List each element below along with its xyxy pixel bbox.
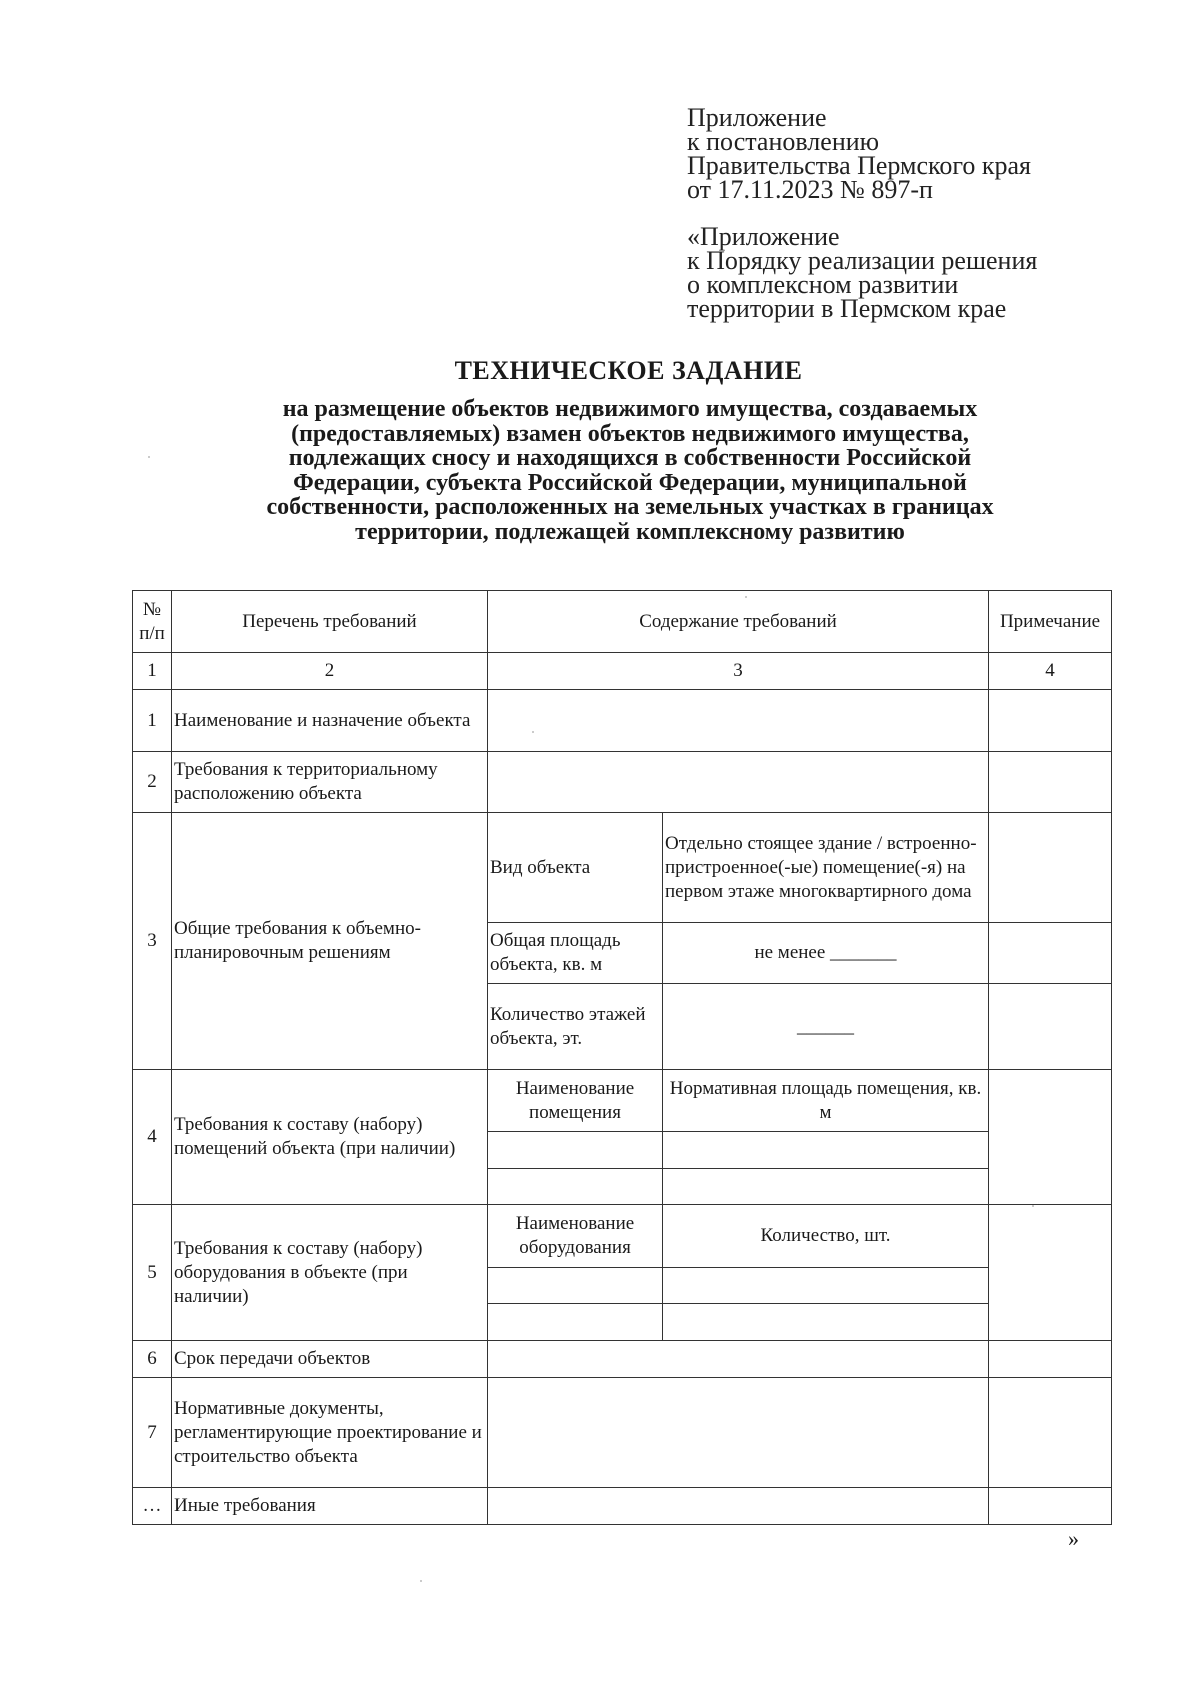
sub-name: Общая площадь объекта, кв. м [488,923,663,984]
subtitle-line: территории, подлежащей комплексному развитию [355,518,905,545]
scan-speck [532,731,534,733]
row-num: 6 [133,1341,172,1378]
scan-speck [420,1580,422,1582]
sub-name: Количество этажей объекта, эт. [488,984,663,1070]
content-cell [488,690,989,752]
empty-cell [663,1169,989,1205]
empty-cell [488,1268,663,1304]
row-num: 5 [133,1205,172,1341]
content-cell [488,1341,989,1378]
row-num: 3 [133,813,172,1070]
empty-cell [488,1132,663,1169]
empty-cell [663,1304,989,1341]
content-cell [488,1378,989,1488]
note-cell [989,690,1112,752]
row-num: 2 [133,752,172,813]
row-label: Требования к территориальному расположению объекта [172,752,488,813]
col-number: 4 [989,653,1112,690]
empty-cell [488,1169,663,1205]
content-cell [488,752,989,813]
stamp-line: «Приложение [687,222,840,251]
sub-value: не менее _______ [663,923,989,984]
stamp-line: территории в Пермском крае [687,294,1007,323]
scan-speck [1032,1205,1034,1207]
scan-speck [148,456,150,458]
note-cell [989,1378,1112,1488]
table-row [133,1070,1112,1132]
column-number-row [133,653,1112,690]
header-num: № п/п [133,591,172,653]
note-cell [989,984,1112,1070]
document-subtitle [180,397,1080,544]
row-label: Иные требования [172,1488,488,1525]
empty-cell [488,1304,663,1341]
document-title: ТЕХНИЧЕСКОЕ ЗАДАНИЕ [454,356,803,385]
stamp-line: от 17.11.2023 № 897-п [687,175,933,204]
table-row [133,1488,1112,1525]
stamp-line: Правительства Пермского края [687,151,1031,180]
stamp-line: к постановлению [687,127,880,156]
header-list: Перечень требований [172,591,488,653]
closing-quote: » [1068,1526,1079,1551]
table-row [133,752,1112,813]
table-row [133,1205,1112,1268]
subheader-a: Наименование помещения [488,1070,663,1132]
note-cell [989,1341,1112,1378]
row-num: 4 [133,1070,172,1205]
note-cell [989,923,1112,984]
sub-name: Вид объекта [488,813,663,923]
subtitle-line: (предоставляемых) взамен объектов недвижимого имущества, [291,420,969,447]
sub-value: ______ [663,984,989,1070]
stamp-line: Приложение [687,103,827,132]
subheader-b: Нормативная площадь помещения, кв. м [663,1070,989,1132]
row-num: 1 [133,690,172,752]
note-cell [989,1488,1112,1525]
row-num: … [133,1488,172,1525]
row-label: Наименование и назначение объекта [172,690,488,752]
row-label: Требования к составу (набору) помещений объекта (при наличии) [172,1070,488,1205]
note-cell [989,813,1112,923]
subtitle-line: на размещение объектов недвижимого имущества, создаваемых [282,396,978,422]
note-cell [989,1205,1112,1341]
subheader-a: Наименование оборудования [488,1205,663,1268]
subtitle-line: подлежащих сносу и находящихся в собственности Российской [288,445,972,471]
header-content: Содержание требований [488,591,989,653]
table-row [133,690,1112,752]
stamp-line: о комплексном развитии [687,270,959,299]
table-row [133,813,1112,923]
subheader-b: Количество, шт. [663,1205,989,1268]
empty-cell [663,1268,989,1304]
row-num: 7 [133,1378,172,1488]
sub-value: Отдельно стоящее здание / встроенно-пристроенное(-ые) помещение(-я) на первом этаже многоквартирного дома [663,813,989,923]
table-row [133,1341,1112,1378]
row-label: Срок передачи объектов [172,1341,488,1378]
note-cell [989,752,1112,813]
col-number: 2 [172,653,488,690]
content-cell [488,1488,989,1525]
row-label: Требования к составу (набору) оборудования в объекте (при наличии) [172,1205,488,1341]
subtitle-line: Федерации, субъекта Российской Федерации, муниципальной [293,469,967,496]
note-cell [989,1070,1112,1205]
requirements-table [132,590,1112,1525]
table-row [133,1378,1112,1488]
appendix-stamp [687,103,1031,204]
row-label: Нормативные документы, регламентирующие проектирование и строительство объекта [172,1378,488,1488]
col-number: 3 [488,653,989,690]
empty-cell [663,1132,989,1169]
scan-speck [745,596,747,598]
header-note: Примечание [989,591,1112,653]
table-header-row [133,591,1112,653]
inner-appendix-stamp [687,222,1038,323]
row-label: Общие требования к объемно-планировочным решениям [172,813,488,1070]
subtitle-line: собственности, расположенных на земельных участках в границах [266,494,994,520]
col-number: 1 [133,653,172,690]
stamp-line: к Порядку реализации решения [687,246,1038,275]
